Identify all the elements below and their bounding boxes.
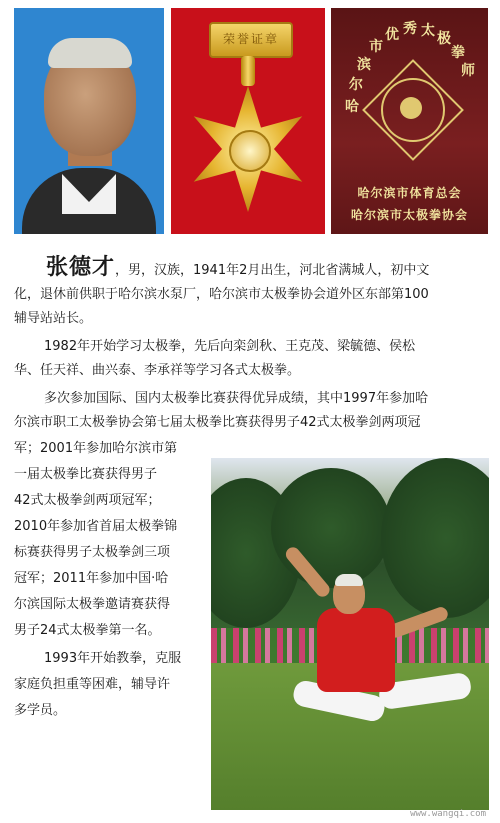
site-watermark: www.wangqi.com (410, 809, 486, 819)
bio-line: 男子24式太极拳第一名。 (14, 623, 161, 638)
bio-line: 家庭负担重等困难，辅导许 (14, 677, 171, 692)
cert-char: 尔 (349, 77, 363, 93)
portrait-jacket (22, 168, 156, 234)
certificate-org-1: 哈尔滨市体育总会 (357, 186, 462, 200)
practitioner-red-shirt (317, 608, 395, 692)
bio-line: 标赛获得男子太极拳剑三项 (14, 545, 171, 560)
cert-char: 滨 (357, 57, 371, 73)
bio-line: 华、任天祥、曲兴泰、李承祥等学习各式太极拳。 (14, 363, 301, 378)
bio-line: 多次参加国际、国内太极拳比赛获得优异成绩，其中1997年参加哈 (44, 391, 429, 406)
certificate-org-2: 哈尔滨市太极拳协会 (350, 208, 468, 222)
taichi-action-photo (211, 458, 489, 810)
bio-intro: ，男，汉族，1941年2月出生，河北省满城人，初中文 (115, 263, 430, 278)
tree (271, 468, 391, 588)
bio-line: 1982年开始学习太极拳，先后向栾剑秋、王克茂、梁毓德、侯松 (44, 339, 416, 354)
tree (381, 458, 489, 618)
bio-line: 多学员。 (14, 703, 67, 718)
bio-line: 尔滨市职工太极拳协会第七届太极拳比赛获得男子42式太极拳剑两项冠 (14, 415, 421, 430)
medal-center-emblem (229, 130, 271, 172)
yin-yang-icon (400, 97, 422, 119)
medal-ribbon-text: 荣誉证章 (222, 32, 279, 46)
certificate-cover (331, 8, 488, 234)
cert-char: 拳 (451, 45, 465, 61)
bio-line: 42式太极拳剑两项冠军； (14, 493, 161, 508)
portrait-photo (14, 8, 164, 234)
medal-photo (171, 8, 325, 234)
cert-char: 哈 (345, 99, 359, 115)
bio-line: 2010年参加省首届太极拳锦 (14, 519, 178, 534)
person-name: 张德才 (46, 255, 116, 280)
cert-char: 师 (461, 63, 475, 79)
bio-line: 尔滨国际太极拳邀请赛获得 (14, 597, 171, 612)
practitioner-hair (335, 574, 363, 586)
bio-line: 冠军；2011年参加中国·哈 (14, 571, 169, 586)
bio-intro-line (14, 256, 490, 283)
portrait-hair (48, 38, 132, 68)
bio-line: 军；2001年参加哈尔滨市第 (14, 441, 178, 456)
cert-char: 优 (385, 27, 399, 43)
cert-char: 秀 (403, 21, 417, 37)
bio-line: 1993年开始教拳，克服 (44, 651, 182, 666)
cert-char: 极 (437, 31, 451, 47)
bio-line: 一届太极拳比赛获得男子 (14, 467, 158, 482)
cert-char: 市 (369, 39, 383, 55)
header-image-strip (14, 8, 488, 234)
bio-line: 辅导站站长。 (14, 311, 93, 326)
medal-link (241, 56, 255, 86)
bio-line: 化，退休前供职于哈尔滨水泵厂，哈尔滨市太极拳协会道外区东部第100 (14, 287, 429, 302)
medal-ribbon-bar (209, 22, 293, 58)
cert-char: 太 (421, 23, 435, 39)
